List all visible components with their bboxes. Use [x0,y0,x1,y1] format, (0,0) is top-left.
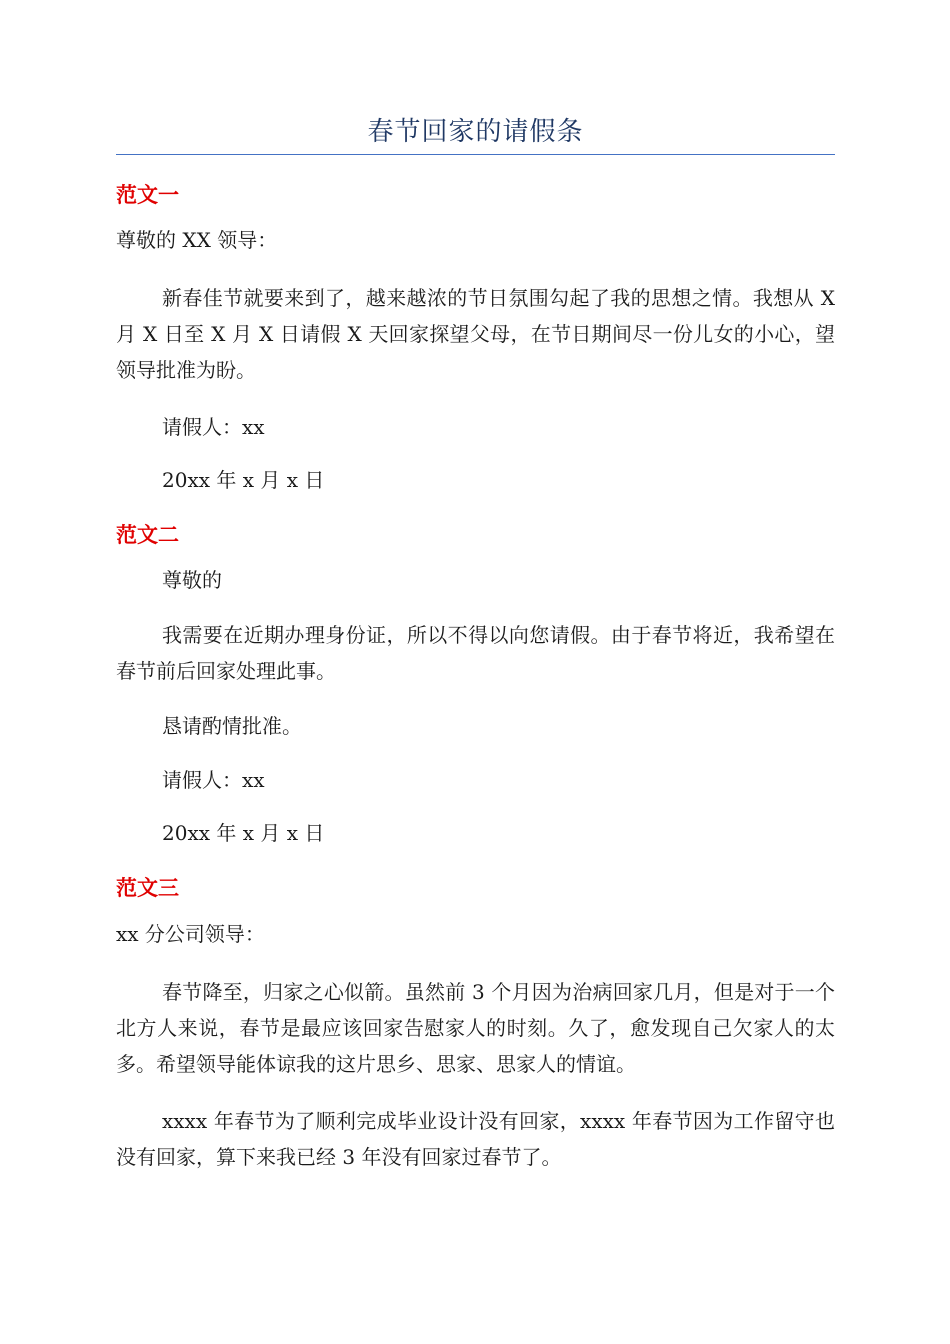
sample-3-body-2: xxxx 年春节为了顺利完成毕业设计没有回家，xxxx 年春节因为工作留守也没有回家，算下来我已经 3 年没有回家过春节了。 [116,1109,835,1169]
sample-1-body: 新春佳节就要来到了，越来越浓的节日氛围勾起了我的思想之情。我想从 X 月 X 日至 X 月 X 日请假 X 天回家探望父母，在节日期间尽一份儿女的小心，望领导批准为盼。 [116,286,835,382]
document-title: 春节回家的请假条 [367,117,584,147]
sample-2-applicant: 请假人：xx [162,768,265,792]
sample-1-date: 20xx 年 x 月 x 日 [162,468,325,492]
sample-3-body-1: 春节降至，归家之心似箭。虽然前 3 个月因为治病回家几月，但是对于一个北方人来说，春节是最应该回家告慰家人的时刻。久了，愈发现自己欠家人的太多。希望领导能体谅我的这片思乡、思家、思家人的情谊。 [116,980,835,1076]
sample-2-request: 恳请酌情批准。 [162,714,302,738]
sample-2-body: 我需要在近期办理身份证，所以不得以向您请假。由于春节将近，我希望在春节前后回家处理此事。 [116,623,835,683]
sample-2-date: 20xx 年 x 月 x 日 [162,821,325,845]
sample-1-heading: 范文一 [116,183,179,207]
sample-1-salutation: 尊敬的 XX 领导： [116,228,278,252]
sample-3-heading: 范文三 [116,876,179,900]
sample-3-salutation: xx 分公司领导： [116,922,265,946]
title-underline [116,154,835,155]
sample-2-heading: 范文二 [116,523,179,547]
sample-2-salutation: 尊敬的 [162,568,222,592]
sample-1-applicant: 请假人：xx [162,415,265,439]
